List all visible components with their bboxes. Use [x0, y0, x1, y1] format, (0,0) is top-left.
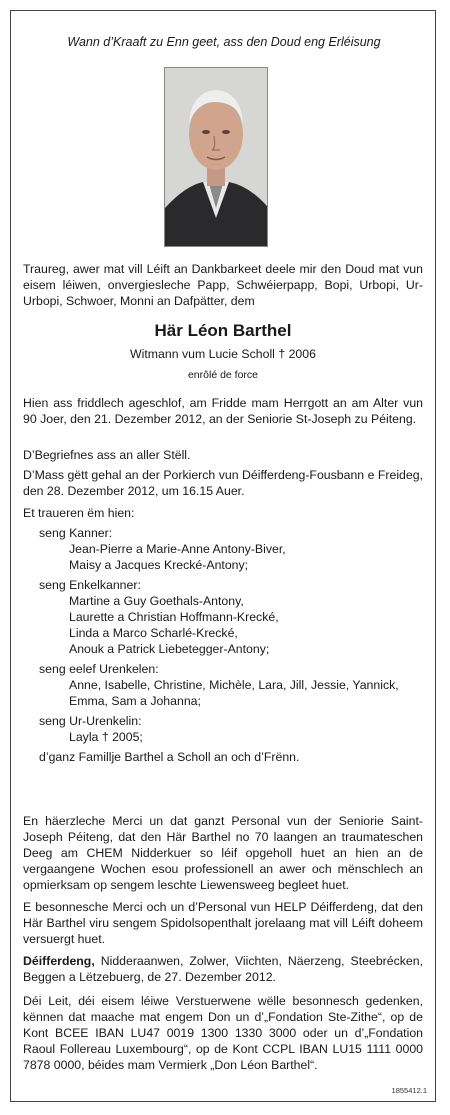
- group-member: Anne, Isabelle, Christine, Michèle, Lara, Jill, Jessie, Yannick,: [69, 678, 399, 692]
- deceased-name: Här Léon Barthel: [154, 321, 292, 340]
- place-rest: Nidderaanwen, Zolwer, Viichten, Näerzeng, Steebrécken, Beggen a Lëtzebuerg, de 27. Dezember 2012.: [23, 954, 423, 984]
- reference-number: 1855412.1: [391, 1086, 427, 1095]
- thanks-seniorie: En häerzleche Merci un dat ganzt Personal vun der Seniorie Saint-Joseph Péiteng, dat den Här Barthel no 70 laangen an traumateschen Deeg am CHEM Nidderkuer so léif opgeholl huet an hien an de vergaangene Wochen esou professionell an awer och mënschlech an opmierksam op sengem leschte Liewensweeg begleet huet.: [23, 814, 423, 892]
- group-member: Linda a Marco Scharlé-Krecké,: [69, 626, 238, 640]
- families-line: d’ganz Famillje Barthel a Scholl an och d’Frënn.: [39, 750, 300, 764]
- death-notice: Hien ass friddlech ageschlof, am Fridde mam Herrgott an am Alter vun 90 Joer, den 21. Dezember 2012, an der Seniorie St-Joseph zu Péiteng.: [23, 396, 423, 426]
- deceased-status: Witmann vum Lucie Scholl † 2006: [130, 347, 316, 361]
- place-date: [23, 953, 423, 985]
- group-member: Maisy a Jacques Krecké-Antony;: [69, 558, 249, 572]
- portrait-image: [165, 68, 267, 246]
- deceased-note: enrôlé de force: [187, 369, 259, 381]
- mourners-intro: Et traueren ëm hien:: [23, 506, 135, 520]
- burial-line: D’Begriefnes ass an aller Stëll.: [23, 448, 191, 462]
- group-member: Laurette a Christian Hoffmann-Krecké,: [69, 610, 279, 624]
- mass-notice: D’Mass gëtt gehal an der Porkierch vun Déifferdeng-Fousbann e Freideg, den 28. Dezember 2012, um 16.15 Auer.: [23, 468, 423, 498]
- portrait-photo: [164, 67, 268, 247]
- group-title: seng Kanner:: [39, 526, 113, 540]
- donation-notice: Déi Leit, déi eisem léiwe Verstuerwene wëlle besonnesch gedenken, kënnen dat maache mat engem Don un d’„Fondation Ste-Zithe“, op de Kont BCEE IBAN LU47 0019 1300 1330 3000 oder un d’„Fondation Raoul Follereau Luxembourg“, op de Kont CCPL IBAN LU15 1111 0000 7878 0000, béides mam Vermierk „Don Léon Barthel“.: [23, 994, 423, 1072]
- motto: Wann d’Kraaft zu Enn geet, ass den Doud eng Erléisung: [67, 35, 381, 49]
- group-member: Anouk a Patrick Liebetegger-Antony;: [69, 642, 270, 656]
- obituary-notice: [10, 10, 436, 1102]
- group-title: seng Ur-Urenkelin:: [39, 714, 142, 728]
- intro-text: Traureg, awer mat vill Léift an Dankbarkeet deele mir den Doud mat vun eisem léiwen, onvergiesleche Papp, Schwéierpapp, Bopi, Urbopi, Ur-Urbopi, Schwoer, Monni an Dafpätter, dem: [23, 262, 423, 308]
- group-member: Jean-Pierre a Marie-Anne Antony-Biver,: [69, 542, 286, 556]
- group-title: seng Enkelkanner:: [39, 578, 141, 592]
- place-bold: Déifferdeng,: [23, 954, 95, 968]
- group-member: Layla † 2005;: [69, 730, 143, 744]
- mourners-list: [23, 525, 423, 765]
- group-member: Martine a Guy Goethals-Antony,: [69, 594, 244, 608]
- group-title: seng eelef Urenkelen:: [39, 662, 159, 676]
- thanks-help: E besonnesche Merci och un d’Personal vun HELP Déifferdeng, dat den Här Barthel viru sengem Spidolsopenthalt jorelaang mat vill Léift doheem versuergt huet.: [23, 900, 423, 946]
- group-member: Emma, Sam a Johanna;: [69, 694, 201, 708]
